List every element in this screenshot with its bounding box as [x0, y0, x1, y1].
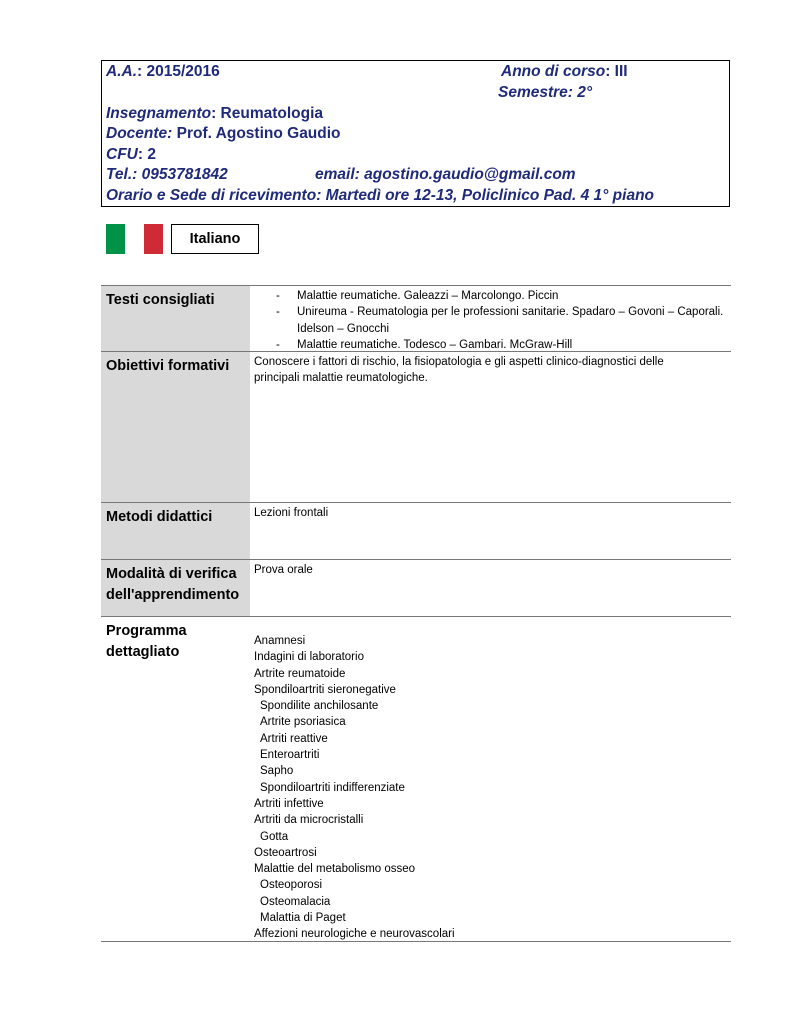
programma-item: Spondiloartriti sieronegative [254, 683, 396, 696]
academic-year [106, 63, 220, 81]
programma-item: Malattia di Paget [260, 912, 346, 925]
docente-label: Docente: [106, 125, 173, 142]
reference-item: - Malattie reumatiche. Todesco – Gambari. McGraw-Hill [254, 337, 731, 353]
language-label: Italiano [171, 224, 259, 254]
programma-item: Artrite psoriasica [260, 716, 346, 729]
row-verifica [101, 559, 731, 616]
semester: Semestre: 2° [498, 84, 593, 101]
programma-item: Artrite reumatoide [254, 667, 346, 680]
course-name [106, 105, 323, 123]
label-metodi: Metodi didattici [101, 503, 250, 559]
anno-label: Anno di corso [501, 63, 606, 80]
programma-item: Indagini di laboratorio [254, 651, 364, 664]
programma-item: Affezioni neurologiche e neurovascolari [254, 928, 455, 941]
reference-item: - Malattie reumatiche. Galeazzi – Marcolongo. Piccin [254, 288, 731, 304]
programma-item: Artriti infettive [254, 797, 324, 810]
row-metodi [101, 502, 731, 559]
row-programma [101, 616, 731, 941]
value-metodi: Lezioni frontali [254, 507, 329, 519]
course-year [501, 63, 628, 81]
label-testi: Testi consigliati [101, 286, 250, 354]
flag-stripe-green [106, 224, 125, 254]
programma-item: Osteoartrosi [254, 846, 317, 859]
programma-item: Osteomalacia [260, 895, 331, 908]
telephone: Tel.: 0953781842 [106, 166, 228, 183]
programma-item: Sapho [260, 765, 294, 778]
email[interactable]: email: agostino.gaudio@gmail.com [315, 166, 576, 183]
programma-list [254, 631, 731, 943]
value-obiettivi: Conoscere i fattori di rischio, la fisiopatologia e gli aspetti clinico-diagnostici delle principali malattie reumatologiche. [254, 356, 664, 385]
programma-item: Osteoporosi [260, 879, 323, 892]
aa-label: A.A. [106, 63, 137, 80]
cfu [106, 146, 156, 164]
value-testi [254, 286, 731, 353]
programma-item: Artriti reattive [260, 732, 328, 745]
italian-flag-icon [106, 224, 163, 254]
aa-value: : 2015/2016 [137, 63, 220, 80]
programma-item: Artriti da microcristalli [254, 814, 364, 827]
flag-stripe-white [125, 224, 144, 254]
row-obiettivi [101, 351, 731, 502]
cfu-label: CFU [106, 146, 138, 163]
programma-item: Spondiloartriti indifferenziate [260, 781, 405, 794]
office-hours: Orario e Sede di ricevimento: Martedì ore 12-13, Policlinico Pad. 4 1° piano [106, 187, 655, 204]
programma-item: Malattie del metabolismo osseo [254, 863, 416, 876]
label-programma: Programma dettagliato [106, 623, 187, 660]
insegnamento-value: : Reumatologia [211, 105, 324, 122]
label-verifica: Modalità di verifica dell'apprendimento [101, 560, 250, 616]
programma-item: Spondilite anchilosante [260, 700, 379, 713]
label-obiettivi: Obiettivi formativi [101, 352, 250, 502]
docente-value: Prof. Agostino Gaudio [172, 125, 341, 142]
programma-item: Enteroartriti [260, 749, 320, 762]
cfu-value: : 2 [137, 146, 156, 163]
insegnamento-label: Insegnamento [106, 105, 212, 122]
table-bottom-border [101, 941, 731, 942]
programma-item: Anamnesi [254, 635, 306, 647]
teacher [106, 125, 341, 143]
references-list [254, 288, 731, 353]
value-verifica: Prova orale [254, 564, 313, 576]
flag-stripe-red [144, 224, 163, 254]
row-testi [101, 285, 731, 354]
reference-item: - Unireuma - Reumatologia per le professioni sanitarie. Spadaro – Govoni – Caporali. Idelson – Gnocchi [254, 304, 731, 337]
programma-item: Gotta [260, 830, 289, 843]
anno-value: : III [605, 63, 628, 80]
